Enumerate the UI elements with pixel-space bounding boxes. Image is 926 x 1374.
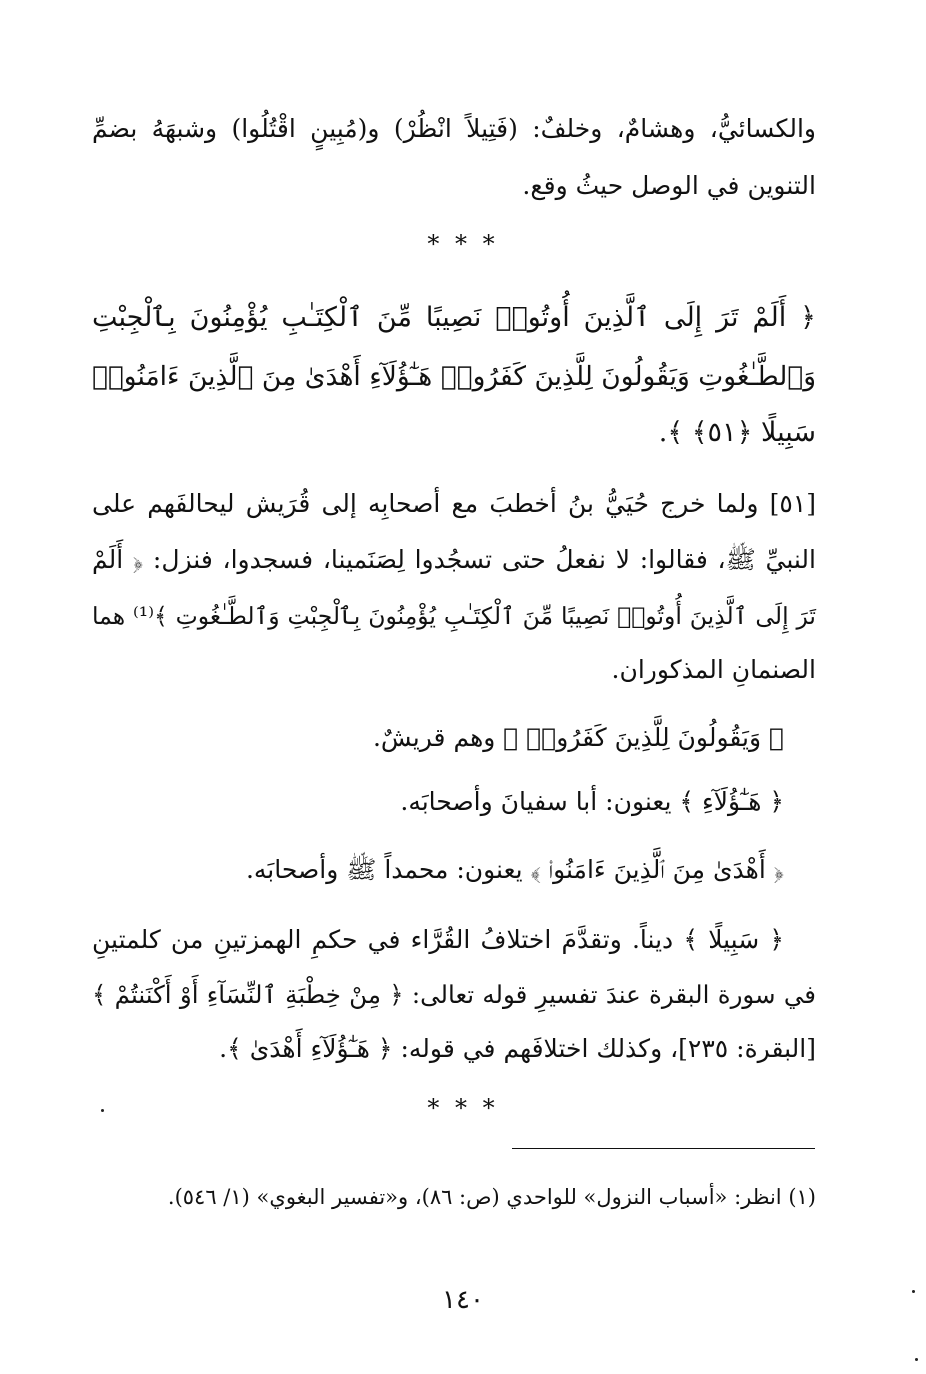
section-separator: * * *: [427, 230, 499, 258]
text-line: ﴿ سَبِيلًا ﴾ ديناً. وتقدَّمَ اختلافُ القُرَّاء في حكمِ الهمزتينِ من كلمتينِ: [92, 925, 784, 954]
text-line: النبيِّ ﷺ، فقالوا: لا نفعلُ حتى تسجُدوا لِصَنَمينا، فسجدوا، فنزل: ﴿ أَلَمْ: [92, 545, 816, 574]
page-number: ١٤٠: [442, 1285, 484, 1315]
text-line: تَرَ إِلَى ٱلَّذِينَ أُوتُوا۟ نَصِيبًا مِّنَ ٱلْكِتَـٰبِ يُؤْمِنُونَ بِٱلْجِبْتِ وَٱلطَّـٰغُوتِ ﴾⁽¹⁾ هما: [92, 602, 816, 630]
text-line: [٥١] ولما خرج حُيَيُّ بنُ أخطبَ مع أصحابِه إلى قُرَيش ليحالفَهم على: [92, 489, 816, 518]
footnote: (١) انظر: «أسباب النزول» للواحدي (ص: ٨٦)، و«تفسير البغوي» (١/ ٥٤٦).: [167, 1185, 816, 1209]
scan-speck: [915, 1358, 918, 1361]
scan-speck: [912, 1290, 915, 1293]
text-line: في سورة البقرة عندَ تفسيرِ قوله تعالى: ﴿ مِنْ خِطْبَةِ ٱلنِّسَآءِ أَوْ أَكْنَنتُمْ ﴾: [92, 980, 816, 1009]
text-line: الصنمانِ المذكوران.: [611, 655, 816, 684]
scan-speck: [101, 1109, 104, 1112]
footnote-rule: [512, 1148, 815, 1149]
gloss-line: ﴿ أَهْدَىٰ مِنَ ٱلَّذِينَ ءَامَنُوا۟ ﴾ يعنون: محمداً ﷺ وأصحابَه.: [245, 855, 784, 884]
text-line: التنوين في الوصل حيثُ وقع.: [522, 171, 816, 200]
gloss-line: ﴿ هَـٰٓؤُلَآءِ ﴾ يعنون: أبا سفيانَ وأصحابَه.: [400, 787, 784, 816]
verse-line: وَٱلطَّـٰغُوتِ وَيَقُولُونَ لِلَّذِينَ كَفَرُوا۟ هَـٰٓؤُلَآءِ أَهْدَىٰ مِنَ ٱلَّذِينَ ءَامَنُوا۟: [92, 361, 816, 392]
verse-line: سَبِيلًا ﴿٥١﴾ ﴾.: [658, 417, 816, 448]
verse-line: ﴿ أَلَمْ تَرَ إِلَى ٱلَّذِينَ أُوتُوا۟ نَصِيبًا مِّنَ ٱلْكِتَـٰبِ يُؤْمِنُونَ بِٱلْجِبْتِ: [92, 302, 816, 333]
section-separator: * * *: [427, 1094, 499, 1122]
text-line: والكسائيُّ، وهشامٌ، وخلفٌ: (فَتِيلاً انْظُرْ) و(مُبِينٍ اقْتُلُوا) وشبهَهُ بضمِّ: [92, 114, 816, 143]
text-line: [البقرة: ٢٣٥]، وكذلك اختلافَهم في قوله: ﴿ هَـٰٓؤُلَآءِ أَهْدَىٰ ﴾.: [219, 1034, 816, 1063]
gloss-line: ﴿ وَيَقُولُونَ لِلَّذِينَ كَفَرُوا۟ ﴾ وهم قريشٌ.: [372, 723, 784, 752]
